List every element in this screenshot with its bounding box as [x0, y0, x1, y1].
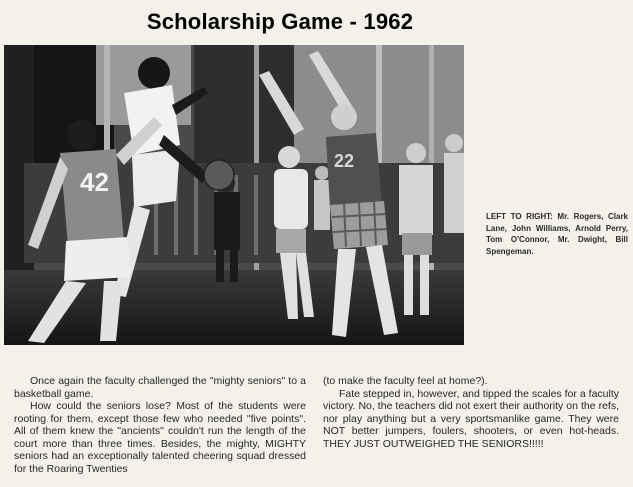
photo-caption: LEFT TO RIGHT: Mr. Rogers, Clark Lane, John Williams, Arnold Perry, Tom O'Connor, Mr. Dwight, Bill Spengeman. — [486, 212, 628, 256]
article-paragraph: Once again the faculty challenged the "mighty seniors" to a basketball game. — [14, 375, 306, 400]
jersey-number-22: 22 — [334, 151, 355, 171]
article-paragraph: How could the seniors lose? Most of the students were rooting for them, except those few who needed "five points". All of them knew the "ancients" couldn't run the length of the court more than three times. Besides, the mighty, MIGHTY seniors had an exceptionally talented cheering squad dressed for the Roaring Twenties — [14, 400, 306, 475]
photo-illustration — [4, 45, 464, 345]
article-column-right — [323, 375, 619, 450]
article-paragraph: (to make the faculty feel at home?). — [323, 375, 488, 387]
jersey-number-42: 42 — [80, 167, 109, 197]
page-title: Scholarship Game - 1962 — [146, 9, 414, 34]
basketball-photo — [4, 45, 464, 345]
article-column-left — [14, 375, 306, 475]
article-paragraph: Fate stepped in, however, and tipped the scales for a faculty victory. No, the teachers did not exert their authority on the refs, nor play anything but a very sportsmanlike game. They were NOT better jumpers, foulers, shooters, or even hot-heads. THEY JUST OUTWEIGHED THE SENIORS!!!!! — [323, 387, 619, 450]
